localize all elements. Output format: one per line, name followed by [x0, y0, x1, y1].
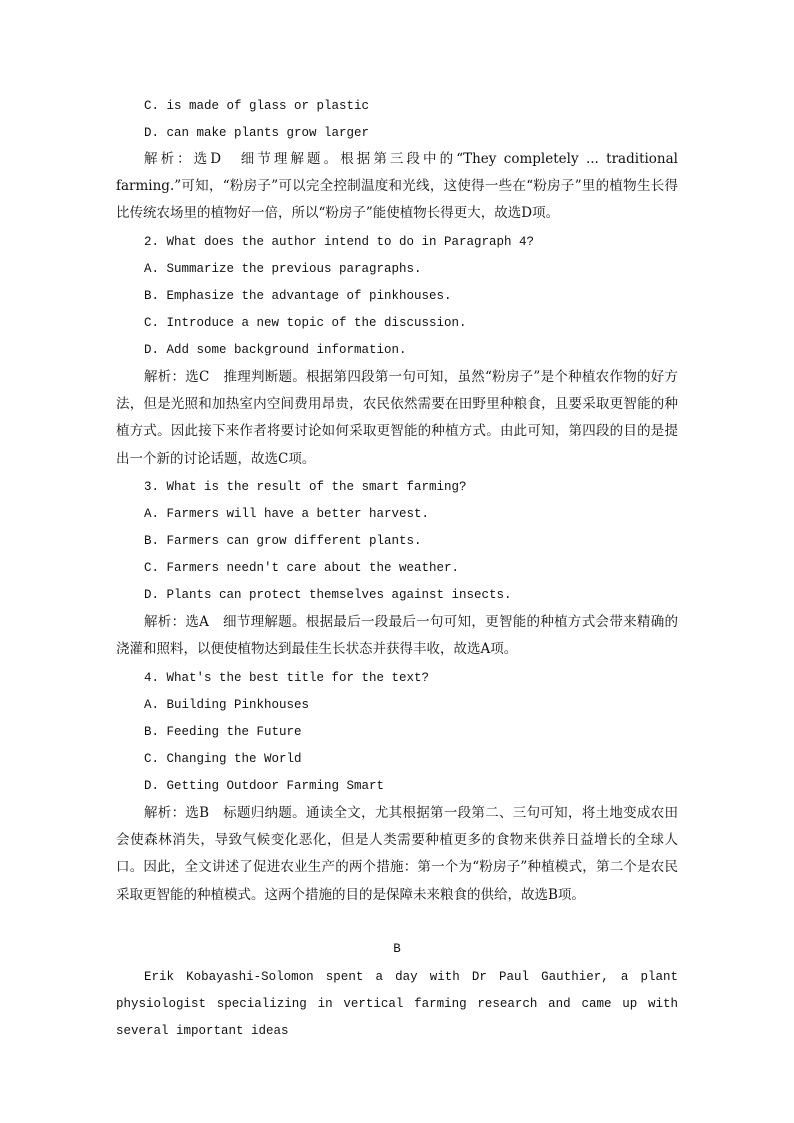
q2-analysis: 解析：选C 推理判断题。根据第四段第一句可知，虽然“粉房子”是个种植农作物的好方法，但是光照和加热室内空间费用昂贵，农民依然需要在田野里种粮食，且要采取更智能的种植方式。因此接下来作者将要讨论如何采取更智能的种植方式。由此可知，第四段的目的是提出一个新的讨论话题，故选C项。: [116, 369, 678, 467]
section-b-passage: Erik Kobayashi-Solomon spent a day with Dr Paul Gauthier, a plant physiologist specializing in vertical farming research and came up with several important ideas: [116, 970, 678, 1039]
q4-analysis: 解析：选B 标题归纳题。通读全文，尤其根据第一段第二、三句可知，将土地变成农田会使森林消失，导致气候变化恶化，但是人类需要种植更多的食物来供养日益增长的全球人口。因此，全文讲述了促进农业生产的两个措施：第一个为“粉房子”种植模式，第二个是农民采取更智能的种植模式。这两个措施的目的是保障未来粮食的供给，故选B项。: [116, 805, 678, 903]
q2-option-b: B. Emphasize the advantage of pinkhouses.: [144, 289, 452, 303]
q4-question: 4. What's the best title for the text?: [144, 671, 430, 685]
section-b-heading: B: [393, 942, 401, 956]
q4-option-a: A. Building Pinkhouses: [144, 698, 310, 712]
q2-question: 2. What does the author intend to do in Paragraph 4?: [144, 235, 535, 249]
q1-analysis: 解析：选D 细节理解题。根据第三段中的“They completely ... traditional farming.”可知，“粉房子”可以完全控制温度和光线，这使得一些在“粉房子”里的植物生长得比传统农场里的植物好一倍，所以“粉房子”能使植物长得更大，故选D项。: [116, 151, 678, 222]
q4-option-b: B. Feeding the Future: [144, 725, 302, 739]
q4-option-c: C. Changing the World: [144, 752, 302, 766]
q1-option-d: D. can make plants grow larger: [144, 126, 370, 140]
q3-question: 3. What is the result of the smart farming?: [144, 480, 467, 494]
q3-option-a: A. Farmers will have a better harvest.: [144, 507, 430, 521]
q4-option-d: D. Getting Outdoor Farming Smart: [144, 779, 385, 793]
q3-option-c: C. Farmers needn't care about the weather.: [144, 561, 460, 575]
q3-analysis: 解析：选A 细节理解题。根据最后一段最后一句可知，更智能的种植方式会带来精确的浇灌和照料，以便使植物达到最佳生长状态并获得丰收，故选A项。: [116, 614, 678, 658]
q2-option-c: C. Introduce a new topic of the discussion.: [144, 316, 467, 330]
q2-option-a: A. Summarize the previous paragraphs.: [144, 262, 422, 276]
q1-option-c: C. is made of glass or plastic: [144, 99, 370, 113]
q2-option-d: D. Add some background information.: [144, 343, 407, 357]
q3-option-d: D. Plants can protect themselves against insects.: [144, 588, 512, 602]
q3-option-b: B. Farmers can grow different plants.: [144, 534, 422, 548]
